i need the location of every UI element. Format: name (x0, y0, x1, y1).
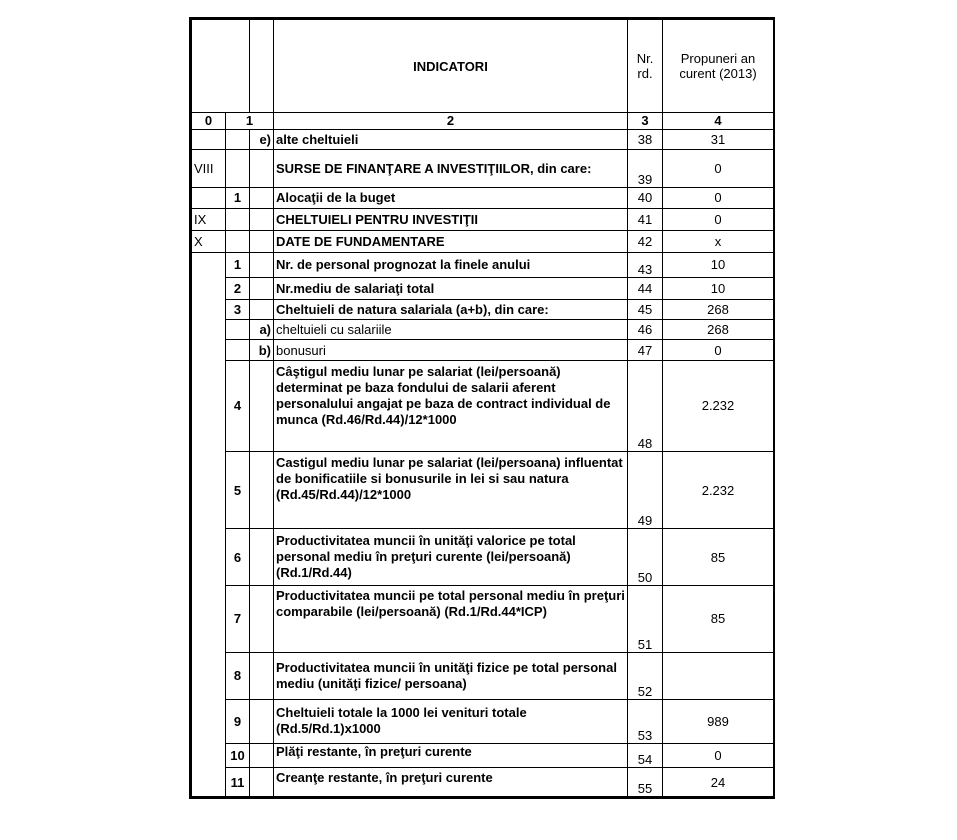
item-number (226, 208, 250, 230)
item-number: 9 (226, 699, 250, 744)
item-number (226, 340, 250, 360)
indicator-text: SURSE DE FINANŢARE A INVESTIŢIILOR, din care: (274, 149, 628, 188)
subitem-letter (250, 768, 274, 797)
subitem-letter (250, 585, 274, 652)
table-row (192, 452, 774, 529)
row-number: 47 (628, 340, 663, 360)
row-number: 38 (628, 129, 663, 149)
row-number: 48 (628, 360, 663, 451)
table-row (192, 253, 774, 277)
row-number: 45 (628, 299, 663, 319)
value-cell: 0 (663, 208, 774, 230)
table-row (192, 129, 774, 149)
section-cell: VIII (192, 149, 226, 188)
indicator-table (189, 17, 775, 799)
column-number: 0 (192, 113, 226, 129)
subitem-letter (250, 277, 274, 299)
item-number (226, 129, 250, 149)
value-cell: x (663, 230, 774, 252)
column-number: 3 (628, 113, 663, 129)
column-number-row (192, 113, 774, 129)
value-cell: 85 (663, 585, 774, 652)
indicator-text: Creanţe restante, în preţuri curente (274, 768, 628, 797)
item-number: 5 (226, 452, 250, 529)
table-row (192, 208, 774, 230)
column-number: 4 (663, 113, 774, 129)
subitem-letter (250, 208, 274, 230)
header-propuneri: Propuneri an curent (2013) (663, 20, 774, 113)
header-nr-rd: Nr. rd. (628, 20, 663, 113)
subitem-letter (250, 188, 274, 208)
table-row (192, 652, 774, 699)
table-row (192, 340, 774, 360)
indicator-text: Cheltuieli totale la 1000 lei venituri totale (Rd.5/Rd.1)x1000 (274, 699, 628, 744)
item-number: 2 (226, 277, 250, 299)
indicator-text: Cheltuieli de natura salariala (a+b), din care: (274, 299, 628, 319)
row-number: 51 (628, 585, 663, 652)
indicator-text: CHELTUIELI PENTRU INVESTIŢII (274, 208, 628, 230)
value-cell: 85 (663, 529, 774, 586)
value-cell: 2.232 (663, 452, 774, 529)
subitem-letter: e) (250, 129, 274, 149)
header-blank-cell (250, 20, 274, 113)
item-number (226, 230, 250, 252)
column-number: 1 (226, 113, 274, 129)
subitem-letter (250, 299, 274, 319)
column-number: 2 (274, 113, 628, 129)
table-row (192, 230, 774, 252)
row-number: 40 (628, 188, 663, 208)
item-number: 1 (226, 188, 250, 208)
value-cell: 2.232 (663, 360, 774, 451)
table-row (192, 699, 774, 744)
row-number: 50 (628, 529, 663, 586)
indicator-text: cheltuieli cu salariile (274, 320, 628, 340)
indicator-text: alte cheltuieli (274, 129, 628, 149)
row-number: 49 (628, 452, 663, 529)
section-cell (192, 188, 226, 208)
row-number: 46 (628, 320, 663, 340)
subitem-letter (250, 452, 274, 529)
value-cell: 10 (663, 277, 774, 299)
item-number: 7 (226, 585, 250, 652)
section-cell (192, 129, 226, 149)
subitem-letter (250, 149, 274, 188)
subitem-letter (250, 230, 274, 252)
subitem-letter (250, 652, 274, 699)
row-number: 53 (628, 699, 663, 744)
value-cell: 268 (663, 320, 774, 340)
table-row (192, 585, 774, 652)
subitem-letter (250, 699, 274, 744)
table-row (192, 529, 774, 586)
header-row (192, 20, 774, 113)
table-row (192, 360, 774, 451)
item-number: 1 (226, 253, 250, 277)
item-number (226, 320, 250, 340)
table-row (192, 149, 774, 188)
value-cell: 31 (663, 129, 774, 149)
indicator-text: bonusuri (274, 340, 628, 360)
subitem-letter: a) (250, 320, 274, 340)
row-number: 41 (628, 208, 663, 230)
subitem-letter: b) (250, 340, 274, 360)
row-number: 55 (628, 768, 663, 797)
subitem-letter (250, 529, 274, 586)
table-row (192, 299, 774, 319)
indicator-text: Productivitatea muncii în unităţi fizice pe total personal mediu (unităţi fizice/ persoana) (274, 652, 628, 699)
header-blank-cell (192, 20, 250, 113)
row-number: 44 (628, 277, 663, 299)
value-cell: 0 (663, 149, 774, 188)
table-row (192, 277, 774, 299)
row-number: 54 (628, 744, 663, 768)
subitem-letter (250, 360, 274, 451)
value-cell: 24 (663, 768, 774, 797)
value-cell: 989 (663, 699, 774, 744)
indicator-text: DATE DE FUNDAMENTARE (274, 230, 628, 252)
indicator-text: Castigul mediu lunar pe salariat (lei/persoana) influentat de bonificatiile si bonusurile in lei si sau natura (Rd.45/Rd.44)/12*1000 (274, 452, 628, 529)
value-cell (663, 652, 774, 699)
value-cell: 10 (663, 253, 774, 277)
item-number: 3 (226, 299, 250, 319)
row-number: 42 (628, 230, 663, 252)
item-number: 11 (226, 768, 250, 797)
item-number (226, 149, 250, 188)
indicator-text: Alocaţii de la buget (274, 188, 628, 208)
indicator-text: Productivitatea muncii pe total personal mediu în preţuri comparabile (lei/persoană) (Rd.1/Rd.44*ICP) (274, 585, 628, 652)
table-row (192, 320, 774, 340)
subitem-letter (250, 253, 274, 277)
subitem-letter (250, 744, 274, 768)
row-number: 43 (628, 253, 663, 277)
section-cell: X (192, 230, 226, 252)
indicator-text: Plăţi restante, în preţuri curente (274, 744, 628, 768)
row-number: 52 (628, 652, 663, 699)
table-row (192, 768, 774, 797)
item-number: 10 (226, 744, 250, 768)
value-cell: 0 (663, 744, 774, 768)
indicator-text: Productivitatea muncii în unităţi valorice pe total personal mediu în preţuri curente (lei/persoană) (Rd.1/Rd.44) (274, 529, 628, 586)
item-number: 6 (226, 529, 250, 586)
value-cell: 0 (663, 340, 774, 360)
item-number: 4 (226, 360, 250, 451)
item-number: 8 (226, 652, 250, 699)
table-row (192, 188, 774, 208)
section-cell: IX (192, 208, 226, 230)
row-number: 39 (628, 149, 663, 188)
indicator-text: Nr.mediu de salariaţi total (274, 277, 628, 299)
table-row (192, 744, 774, 768)
value-cell: 268 (663, 299, 774, 319)
header-indicatori: INDICATORI (274, 20, 628, 113)
indicator-text: Câştigul mediu lunar pe salariat (lei/persoană) determinat pe baza fondului de salarii aferent personalului angajat pe baza de contract individual de munca (Rd.46/Rd.44)/12*1000 (274, 360, 628, 451)
section-span-cell (192, 253, 226, 797)
indicator-text: Nr. de personal prognozat la finele anului (274, 253, 628, 277)
value-cell: 0 (663, 188, 774, 208)
